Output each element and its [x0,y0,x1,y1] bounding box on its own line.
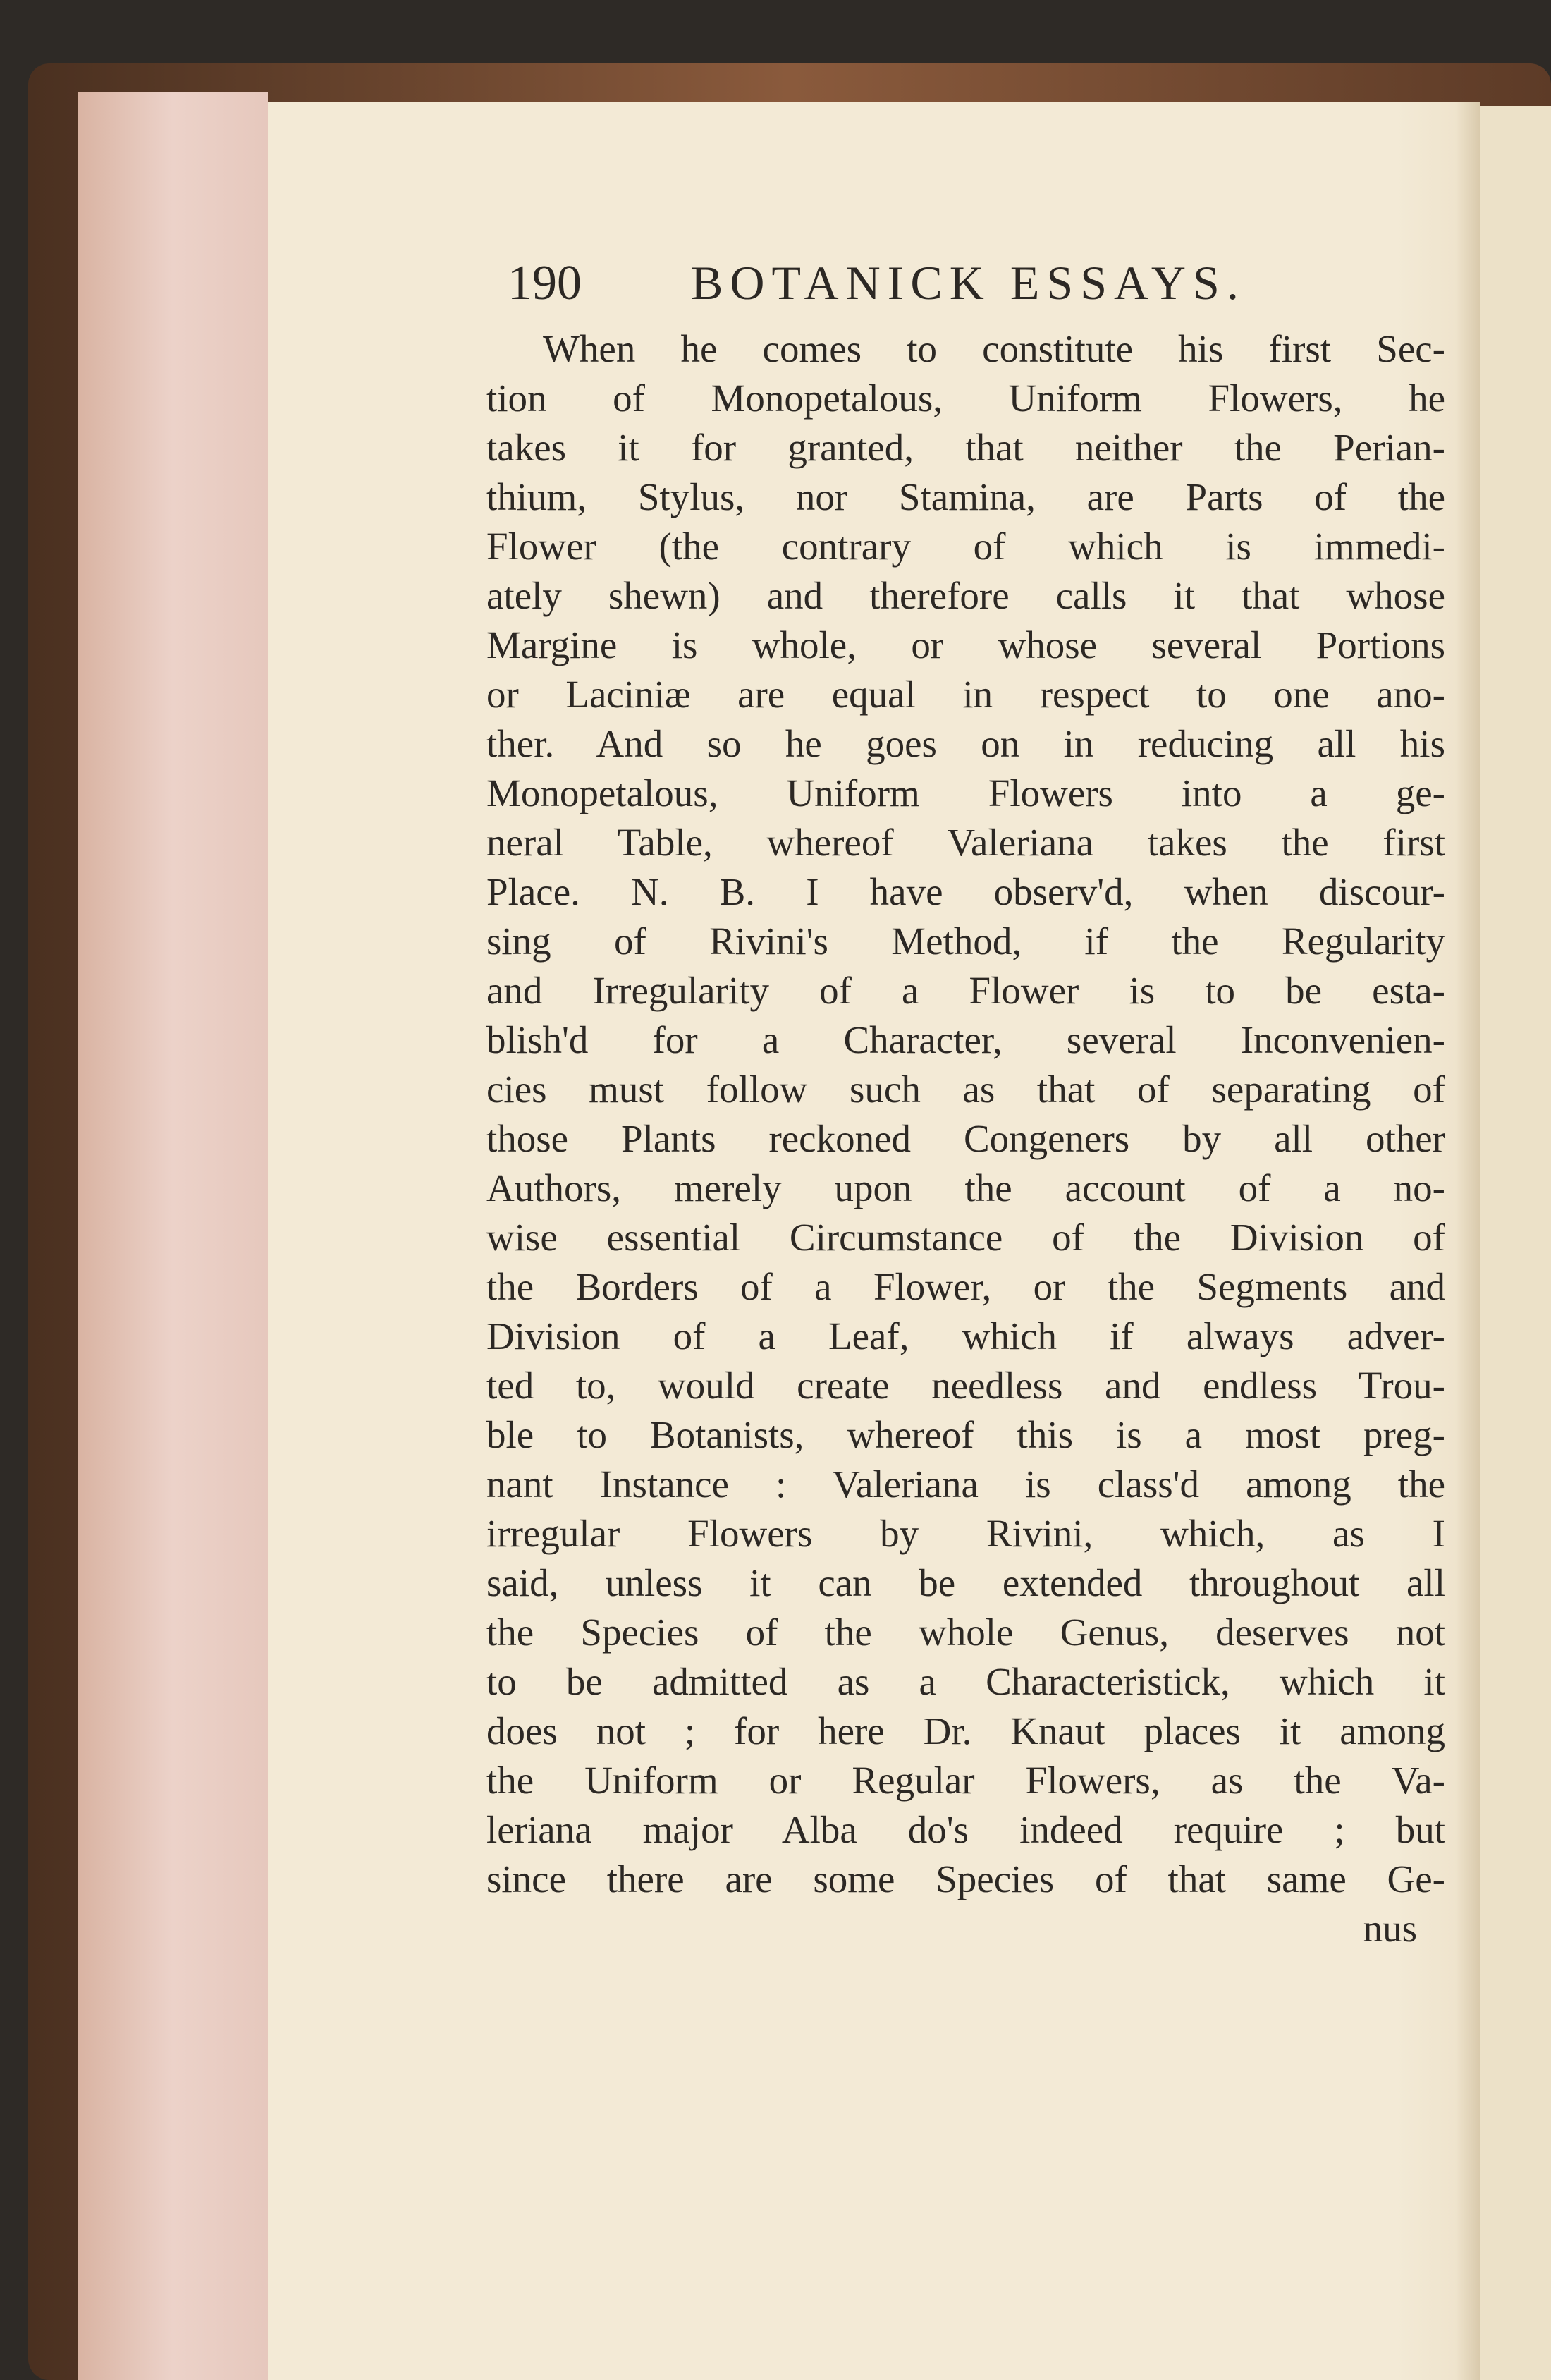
text-line: the Uniform or Regular Flowers, as the Va- [486,1759,1445,1802]
running-head [486,247,1445,324]
text-line: or Laciniæ are equal in respect to one ano- [486,673,1445,716]
text-line: blish'd for a Character, several Inconvenien- [486,1018,1445,1061]
text-line: the Species of the whole Genus, deserves not [486,1611,1445,1654]
text-line: and Irregularity of a Flower is to be esta- [486,969,1445,1012]
text-line: tion of Monopetalous, Uniform Flowers, he [486,377,1445,420]
text-line: irregular Flowers by Rivini, which, as I [486,1512,1445,1555]
text-line: Monopetalous, Uniform Flowers into a ge- [486,771,1445,814]
text-line: to be admitted as a Characteristick, which it [486,1660,1445,1703]
text-line: leriana major Alba do's indeed require ; but [486,1808,1445,1851]
catchword: nus [1363,1907,1417,1950]
text-line: the Borders of a Flower, or the Segments and [486,1265,1445,1308]
text-line: ble to Botanists, whereof this is a most preg- [486,1413,1445,1456]
text-line: said, unless it can be extended throughout all [486,1561,1445,1604]
text-line: cies must follow such as that of separating of [486,1068,1445,1111]
text-line: ately shewn) and therefore calls it that whose [486,574,1445,617]
page-number: 190 [508,256,582,310]
text-line: Flower (the contrary of which is immedi- [486,525,1445,568]
text-line: nant Instance : Valeriana is class'd among the [486,1463,1445,1506]
text-line: sing of Rivini's Method, if the Regularity [486,920,1445,963]
text-line: Division of a Leaf, which if always adver- [486,1314,1445,1357]
text-line: Authors, merely upon the account of a no- [486,1166,1445,1209]
text-line: thium, Stylus, nor Stamina, are Parts of the [486,475,1445,518]
text-line: neral Table, whereof Valeriana takes the first [486,821,1445,864]
text-line: Place. N. B. I have observ'd, when discour- [486,870,1445,913]
text-line: wise essential Circumstance of the Division of [486,1216,1445,1259]
running-title: BOTANICK ESSAYS. [691,256,1246,310]
text-line: since there are some Species of that same Ge- [486,1857,1445,1900]
text-line: When he comes to constitute his first Sec- [543,327,1445,370]
text-line: does not ; for here Dr. Knaut places it among [486,1709,1445,1752]
text-line: ted to, would create needless and endless Trou- [486,1364,1445,1407]
page-text-block [486,247,1445,1953]
facing-page-sliver [1480,106,1551,2380]
text-line: takes it for granted, that neither the Perian- [486,426,1445,469]
text-line: those Plants reckoned Congeners by all other [486,1117,1445,1160]
page-edges [78,92,268,2380]
text-line: Margine is whole, or whose several Portions [486,623,1445,666]
body-text [486,324,1445,1953]
text-line: ther. And so he goes on in reducing all his [486,722,1445,765]
